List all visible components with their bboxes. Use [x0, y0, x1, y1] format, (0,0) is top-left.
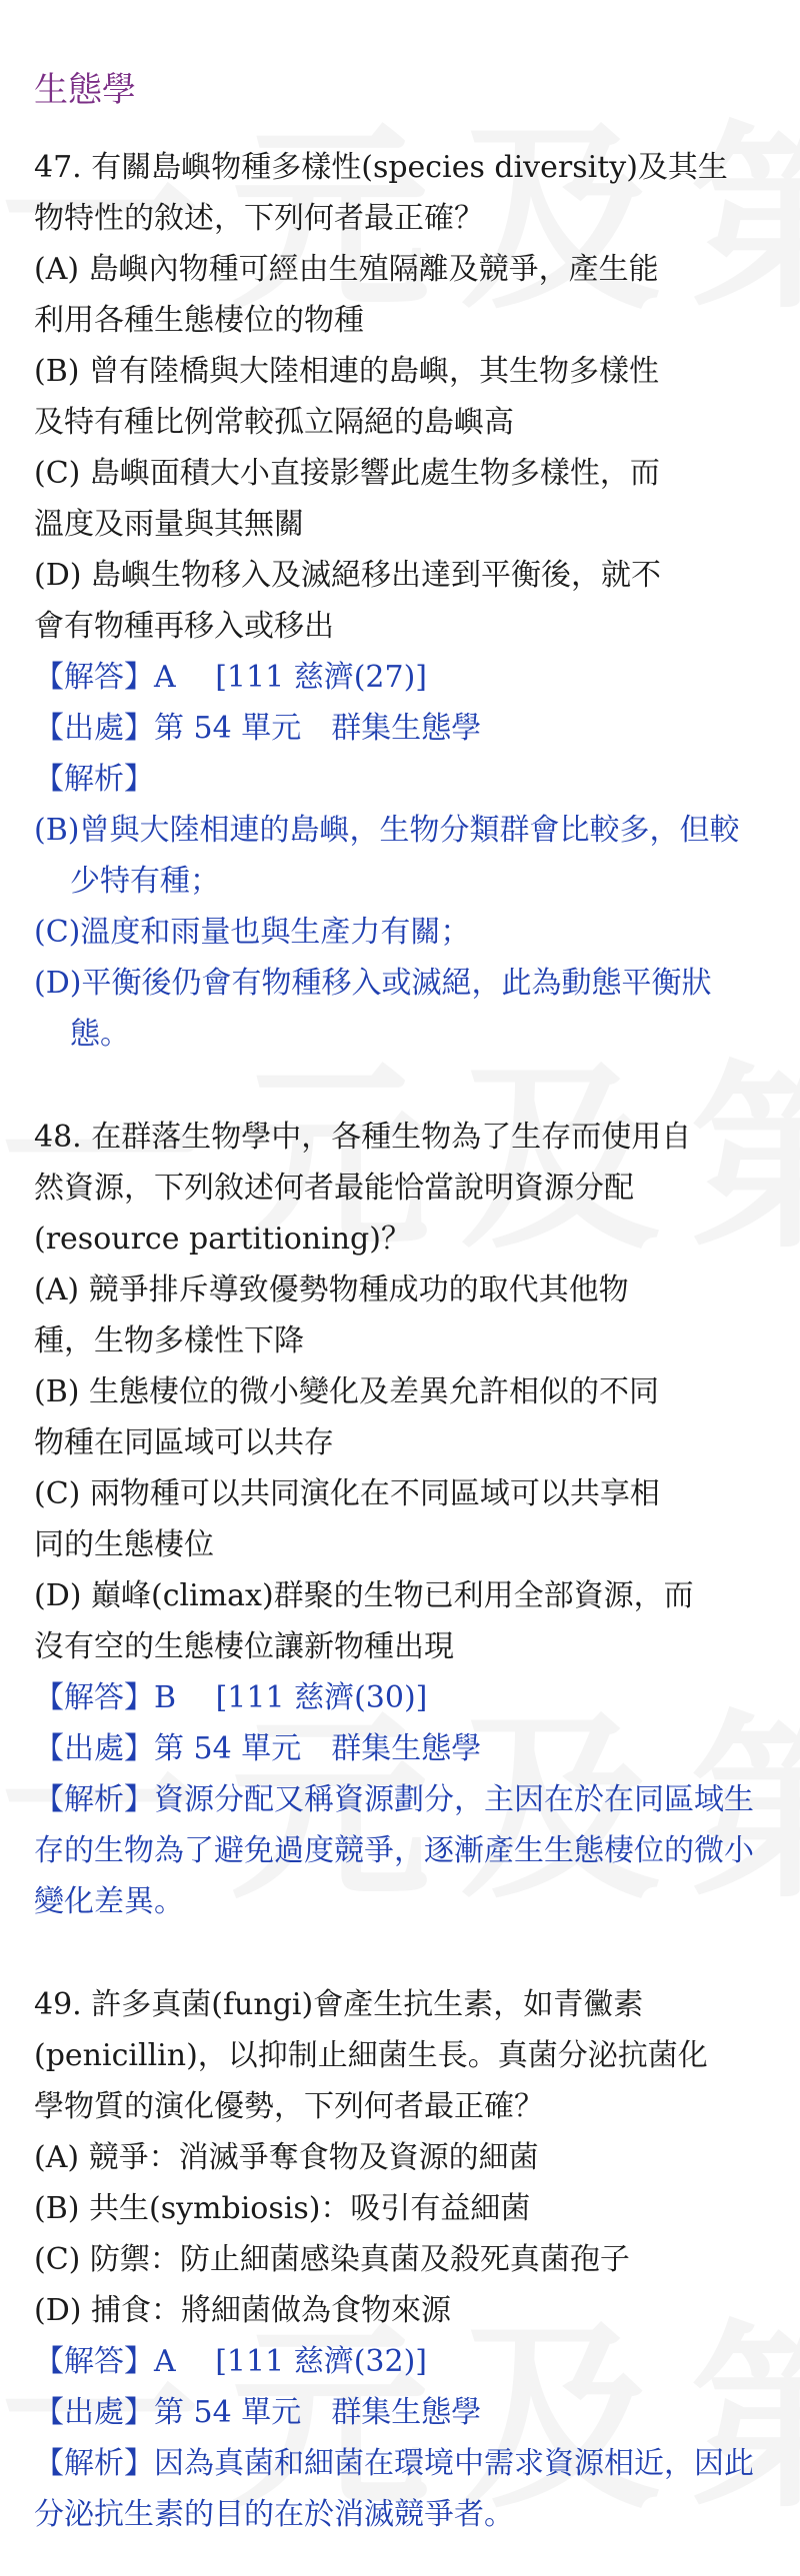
option-line: (A) 競爭排斥導致優勢物種成功的取代其他物 [34, 1273, 629, 1307]
source-line: 【出處】第 54 單元 群集生態學 [34, 2395, 482, 2430]
question-stem-line: 47. 有關島嶼物種多樣性(species diversity)及其生 [34, 150, 728, 185]
question-stem-line: 學物質的演化優勢，下列何者最正確？ [34, 2089, 544, 2124]
question-stem-line: (resource partitioning)？ [34, 1222, 411, 1257]
question-49 [34, 1979, 766, 2540]
option-line: (A) 島嶼內物種可經由生殖隔離及競爭，產生能 [34, 252, 659, 287]
option-line: 溫度及雨量與其無關 [34, 507, 304, 542]
option-b: (B) 共生(symbiosis)：吸引有益細菌 [34, 2191, 531, 2226]
explanation-label: 【解析】 [34, 2446, 154, 2481]
question-stem-line: 物特性的敘述，下列何者最正確？ [34, 201, 484, 236]
explanation-label: 【解析】 [34, 1782, 154, 1817]
question-48 [34, 1112, 766, 1927]
option-line: (C) 兩物種可以共同演化在不同區域可以共享相 [34, 1476, 660, 1511]
answer-line: 【解答】B [111 慈濟(30)] [34, 1680, 428, 1715]
source-line: 【出處】第 54 單元 群集生態學 [34, 1731, 482, 1766]
explanation [34, 2438, 766, 2540]
explanation [34, 1774, 766, 1927]
option-d [34, 1570, 766, 1672]
option-c [34, 448, 766, 550]
option-line: 會有物種再移入或移出 [34, 609, 334, 644]
option-d [34, 550, 766, 652]
question-stem-line: 然資源，下列敘述何者最能恰當說明資源分配 [34, 1171, 634, 1206]
option-line: 沒有空的生態棲位讓新物種出現 [34, 1629, 454, 1664]
option-line: (D) 巔峰(climax)群聚的生物已利用全部資源，而 [34, 1578, 694, 1613]
explanation-text: 因為真菌和細菌在環境中需求資源相近，因此分泌抗生素的目的在於消滅競爭者。 [34, 2446, 754, 2532]
question-stem-line: 49. 許多真菌(fungi)會產生抗生素，如青黴素 [34, 1987, 644, 2022]
option-a: (A) 競爭：消滅爭奪食物及資源的細菌 [34, 2140, 539, 2175]
question-stem-line: (penicillin)，以抑制止細菌生長。真菌分泌抗菌化 [34, 2038, 708, 2073]
option-d: (D) 捕食：將細菌做為食物來源 [34, 2293, 451, 2328]
option-line: 同的生態棲位 [34, 1527, 214, 1562]
explanation-text: 資源分配又稱資源劃分，主因在於在同區域生存的生物為了避免過度競爭，逐漸產生生態棲位的微小變化差異。 [34, 1782, 754, 1919]
explanation-label: 【解析】 [34, 762, 154, 797]
option-c: (C) 防禦：防止細菌感染真菌及殺死真菌孢子 [34, 2242, 630, 2277]
question-stem-line: 48. 在群落生物學中，各種生物為了生存而使用自 [34, 1120, 692, 1155]
option-a [34, 1265, 766, 1366]
source-line: 【出處】第 54 單元 群集生態學 [34, 711, 482, 746]
option-line: 利用各種生態棲位的物種 [34, 303, 364, 338]
option-c [34, 1468, 766, 1570]
option-line: 物種在同區域可以共存 [34, 1425, 334, 1460]
option-b [34, 1366, 766, 1468]
explanation-item: (D)平衡後仍會有物種移入或滅絕，此為動態平衡狀態。 [34, 966, 712, 1052]
option-line: 種，生物多樣性下降 [34, 1323, 304, 1358]
document-body [34, 40, 766, 2576]
option-line: 及特有種比例常較孤立隔絕的島嶼高 [34, 405, 514, 440]
option-b [34, 346, 766, 448]
explanation-item: (B)曾與大陸相連的島嶼，生物分類群會比較多，但較少特有種； [34, 813, 740, 899]
explanation-item: (C)溫度和雨量也與生產力有關； [34, 915, 471, 950]
option-line: (B) 曾有陸橋與大陸相連的島嶼，其生物多樣性 [34, 354, 659, 389]
option-line: (D) 島嶼生物移入及滅絕移出達到平衡後，就不 [34, 558, 661, 593]
question-47 [34, 142, 766, 1060]
answer-line: 【解答】A [111 慈濟(27)] [34, 660, 427, 695]
option-line: (B) 生態棲位的微小變化及差異允許相似的不同 [34, 1374, 659, 1409]
option-line: (C) 島嶼面積大小直接影響此處生物多樣性，而 [34, 456, 660, 491]
answer-line: 【解答】A [111 慈濟(32)] [34, 2344, 427, 2379]
section-title: 生態學 [34, 70, 136, 110]
option-a [34, 244, 766, 346]
